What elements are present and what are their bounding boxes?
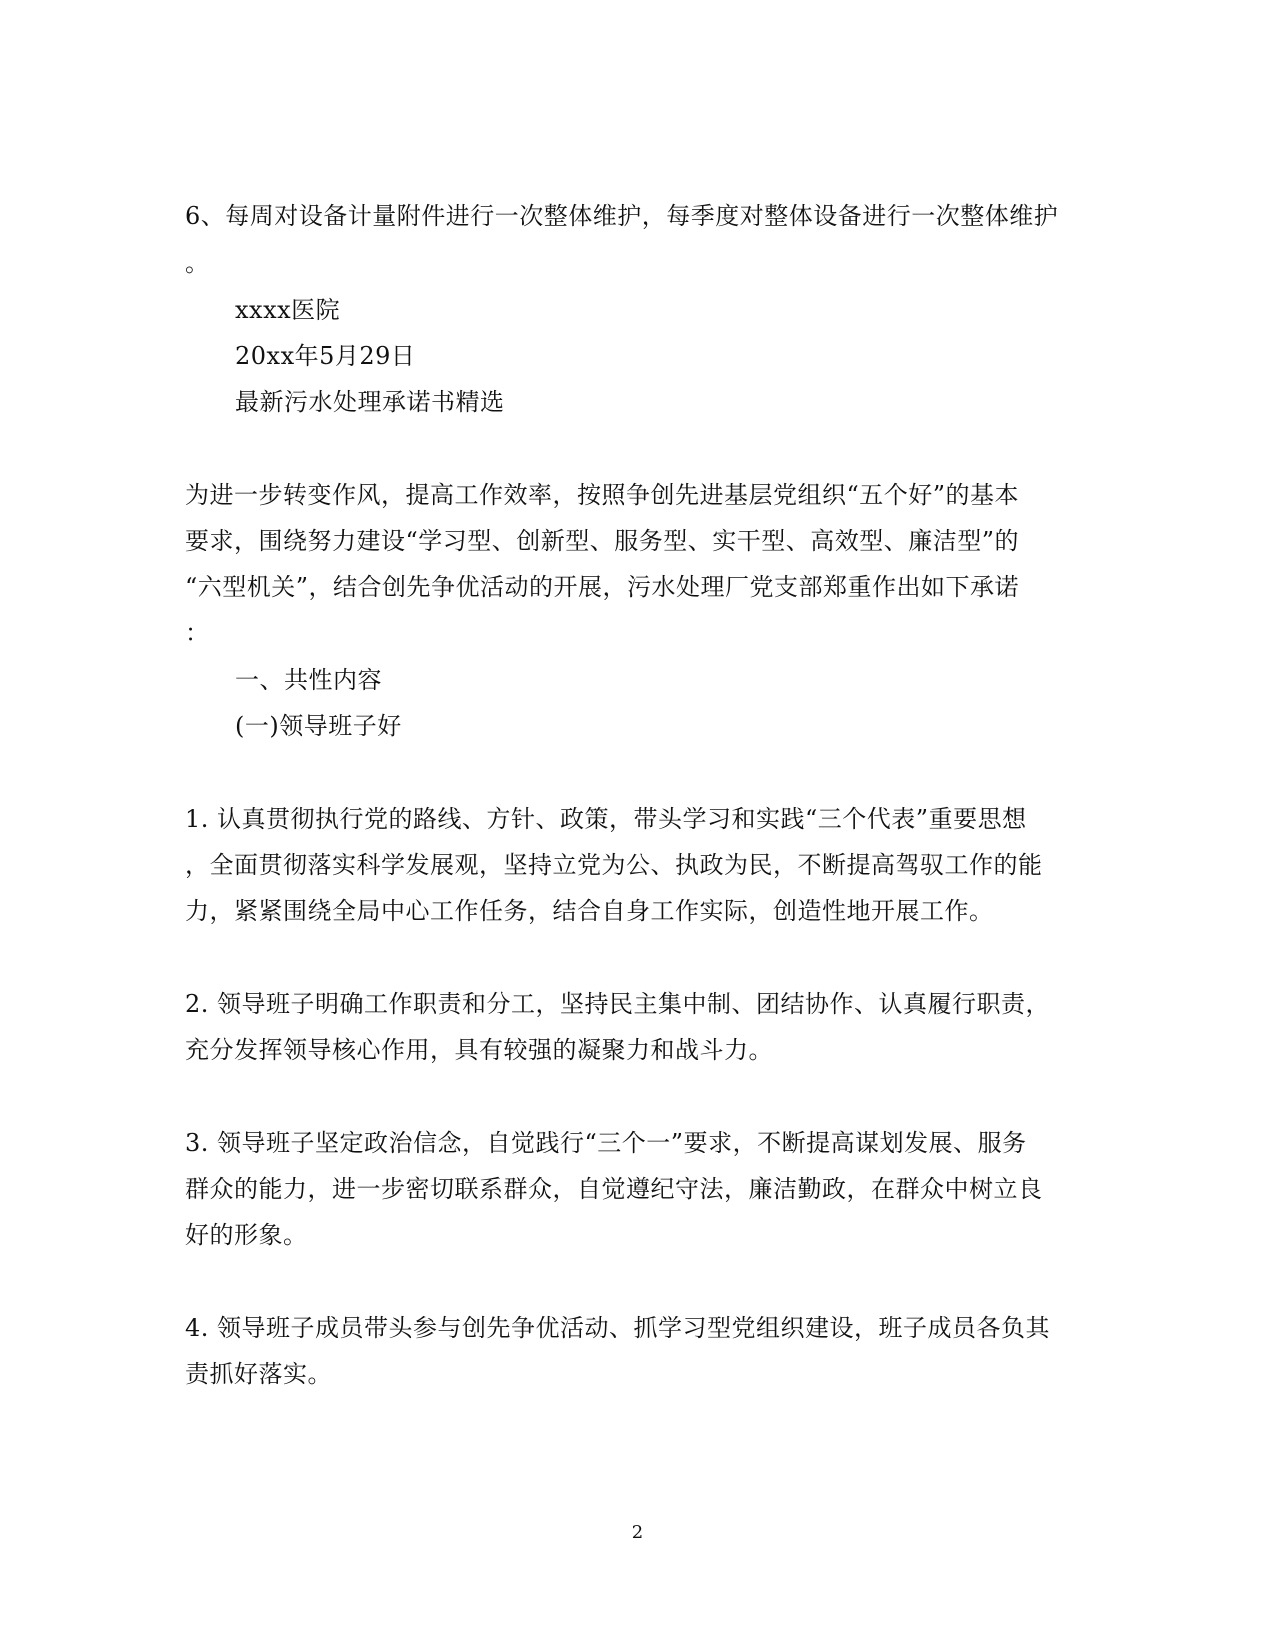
subsection-heading: (一)领导班子好 [235,712,402,740]
text-line: 要求，围绕努力建设“学习型、创新型、服务型、实干型、高效型、廉洁型”的 [185,527,1020,555]
signature-org: xxxx医院 [235,296,341,324]
text-line: ： [185,619,210,647]
text-line: 好的形象。 [185,1221,308,1249]
text-line: 为进一步转变作风，提高工作效率，按照争创先进基层党组织“五个好”的基本 [185,481,1020,509]
section-heading: 一、共性内容 [235,666,382,694]
text-line: “六型机关”，结合创先争优活动的开展，污水处理厂党支部郑重作出如下承诺 [185,573,1020,601]
text-line: 充分发挥领导核心作用，具有较强的凝聚力和战斗力。 [185,1036,773,1064]
page-number: 2 [631,1522,644,1543]
text-line: ，全面贯彻落实科学发展观，坚持立党为公、执政为民，不断提高驾驭工作的能 [185,851,1043,879]
text-line: 1. 认真贯彻执行党的路线、方针、政策，带头学习和实践“三个代表”重要思想 [185,805,1027,833]
signature-date: 20xx年5月29日 [235,342,416,370]
text-line: 。 [185,249,210,277]
text-line: 2. 领导班子明确工作职责和分工，坚持民主集中制、团结协作、认真履行职责， [185,990,1051,1018]
text-line: 6、每周对设备计量附件进行一次整体维护，每季度对整体设备进行一次整体维护 [185,202,1059,230]
text-line: 3. 领导班子坚定政治信念，自觉践行“三个一”要求，不断提高谋划发展、服务 [185,1129,1027,1157]
document-title: 最新污水处理承诺书精选 [235,388,505,416]
text-line: 4. 领导班子成员带头参与创先争优活动、抓学习型党组织建设，班子成员各负其 [185,1314,1051,1342]
text-line: 责抓好落实。 [185,1360,332,1388]
text-line: 群众的能力，进一步密切联系群众，自觉遵纪守法，廉洁勤政，在群众中树立良 [185,1175,1043,1203]
text-line: 力，紧紧围绕全局中心工作任务，结合自身工作实际，创造性地开展工作。 [185,897,994,925]
